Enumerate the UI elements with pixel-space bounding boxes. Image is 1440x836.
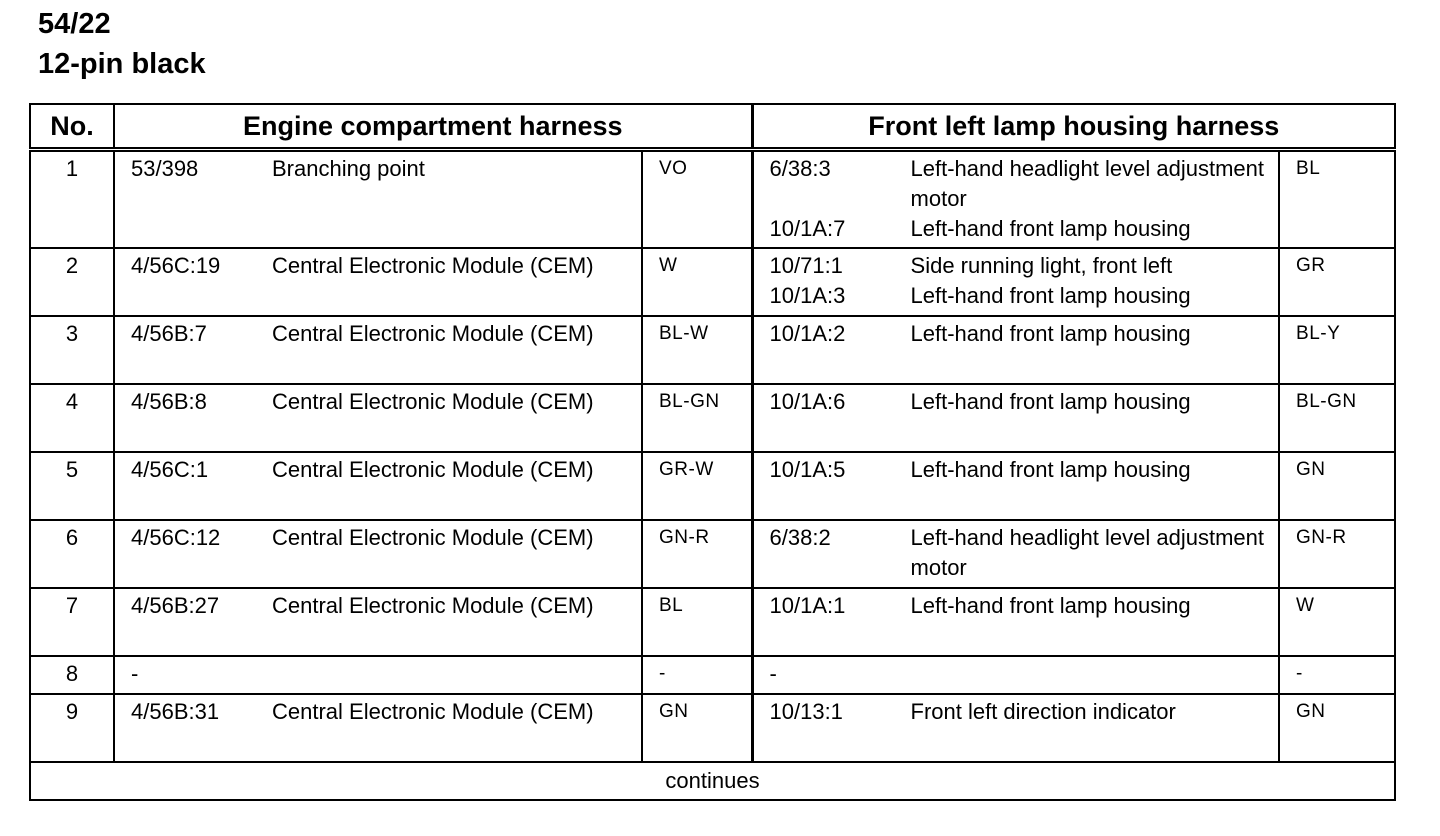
- table-row: [30, 316, 1395, 384]
- front-connector-code: 6/38:3: [769, 156, 831, 181]
- engine-harness-cell: [114, 150, 642, 249]
- front-wire-color: -: [1279, 656, 1395, 694]
- front-wire-color: GN: [1279, 694, 1395, 762]
- front-wire-color: BL-GN: [1279, 384, 1395, 452]
- front-harness-cell: [752, 316, 1279, 384]
- front-component-description: Left-hand front lamp housing: [910, 321, 1191, 346]
- front-component-description: Front left direction indicator: [910, 699, 1176, 724]
- engine-harness-cell: [114, 520, 642, 588]
- header-no: No.: [30, 104, 114, 150]
- table-row: [30, 520, 1395, 588]
- front-connector-code: 10/13:1: [769, 699, 843, 724]
- pin-number: 1: [30, 150, 114, 249]
- engine-connector-code: -: [131, 661, 139, 686]
- table-header-row: [30, 104, 1395, 150]
- front-connector-code: 10/1A:6: [769, 389, 846, 414]
- engine-wire-color: GR-W: [642, 452, 752, 520]
- engine-wire-color: BL-W: [642, 316, 752, 384]
- front-component-description: Left-hand headlight level adjustment motor: [910, 525, 1264, 580]
- front-component-description: Left-hand front lamp housing: [910, 216, 1191, 241]
- front-wire-color: GN: [1279, 452, 1395, 520]
- front-connector-code: -: [769, 661, 777, 686]
- table-row: [30, 150, 1395, 249]
- engine-connector-code: 4/56B:27: [131, 593, 220, 618]
- header-engine-harness: Engine compartment harness: [114, 104, 752, 150]
- engine-wire-color: BL: [642, 588, 752, 656]
- front-component-description: Left-hand front lamp housing: [910, 457, 1191, 482]
- front-connector-code: 6/38:2: [769, 525, 831, 550]
- engine-component-description: Central Electronic Module (CEM): [272, 321, 594, 346]
- front-harness-cell: [752, 656, 1279, 694]
- front-connector-code: 10/71:1: [769, 253, 843, 278]
- engine-harness-cell: [114, 656, 642, 694]
- table-row: [30, 694, 1395, 762]
- front-component-description: Left-hand front lamp housing: [910, 389, 1191, 414]
- engine-wire-color: VO: [642, 150, 752, 249]
- pin-number: 6: [30, 520, 114, 588]
- engine-component-description: Central Electronic Module (CEM): [272, 389, 594, 414]
- continues-label: continues: [30, 762, 1395, 800]
- front-wire-color: BL: [1279, 150, 1395, 249]
- front-connector-code: 10/1A:7: [769, 216, 846, 241]
- table-row: [30, 384, 1395, 452]
- engine-component-description: Branching point: [272, 156, 425, 181]
- engine-wire-color: GN-R: [642, 520, 752, 588]
- pin-number: 2: [30, 248, 114, 316]
- engine-harness-cell: [114, 694, 642, 762]
- pin-number: 9: [30, 694, 114, 762]
- engine-harness-cell: [114, 316, 642, 384]
- table-row: [30, 588, 1395, 656]
- front-component-description: Left-hand front lamp housing: [910, 593, 1191, 618]
- engine-component-description: Central Electronic Module (CEM): [272, 525, 594, 550]
- front-harness-cell: [752, 248, 1279, 316]
- engine-connector-code: 53/398: [131, 156, 199, 181]
- connector-id: 54/22: [38, 8, 111, 40]
- engine-harness-cell: [114, 452, 642, 520]
- pin-number: 5: [30, 452, 114, 520]
- front-connector-code: 10/1A:3: [769, 283, 846, 308]
- front-wire-color: GN-R: [1279, 520, 1395, 588]
- engine-connector-code: 4/56B:8: [131, 389, 207, 414]
- pin-number: 7: [30, 588, 114, 656]
- engine-wire-color: GN: [642, 694, 752, 762]
- front-connector-code: 10/1A:2: [769, 321, 846, 346]
- engine-connector-code: 4/56B:7: [131, 321, 207, 346]
- front-wire-color: GR: [1279, 248, 1395, 316]
- front-component-description: Left-hand headlight level adjustment motor: [910, 156, 1264, 211]
- engine-connector-code: 4/56C:12: [131, 525, 221, 550]
- front-harness-cell: [752, 150, 1279, 249]
- pin-number: 8: [30, 656, 114, 694]
- table-row: [30, 248, 1395, 316]
- front-component-description: [911, 659, 1279, 689]
- pin-table: [29, 103, 1396, 801]
- front-harness-cell: [752, 384, 1279, 452]
- front-connector-code: 10/1A:5: [769, 457, 846, 482]
- front-harness-cell: [752, 452, 1279, 520]
- engine-wire-color: BL-GN: [642, 384, 752, 452]
- front-harness-cell: [752, 694, 1279, 762]
- engine-component-description: Central Electronic Module (CEM): [272, 253, 594, 278]
- pin-number: 3: [30, 316, 114, 384]
- connector-description: 12-pin black: [38, 48, 206, 80]
- engine-component-description: [272, 659, 641, 689]
- table-row: [30, 656, 1395, 694]
- engine-component-description: Central Electronic Module (CEM): [272, 699, 594, 724]
- front-wire-color: W: [1279, 588, 1395, 656]
- front-wire-color: BL-Y: [1279, 316, 1395, 384]
- engine-harness-cell: [114, 588, 642, 656]
- table-row: [30, 452, 1395, 520]
- pin-number: 4: [30, 384, 114, 452]
- engine-connector-code: 4/56C:1: [131, 457, 209, 482]
- table-footer-row: [30, 762, 1395, 800]
- front-component-description: Left-hand front lamp housing: [910, 283, 1191, 308]
- front-connector-code: 10/1A:1: [769, 593, 846, 618]
- engine-component-description: Central Electronic Module (CEM): [272, 457, 594, 482]
- engine-connector-code: 4/56B:31: [131, 699, 220, 724]
- engine-connector-code: 4/56C:19: [131, 253, 221, 278]
- front-harness-cell: [752, 588, 1279, 656]
- engine-harness-cell: [114, 384, 642, 452]
- header-front-harness: Front left lamp housing harness: [752, 104, 1395, 150]
- engine-wire-color: -: [642, 656, 752, 694]
- front-component-description: Side running light, front left: [910, 253, 1173, 278]
- engine-wire-color: W: [642, 248, 752, 316]
- front-harness-cell: [752, 520, 1279, 588]
- engine-harness-cell: [114, 248, 642, 316]
- engine-component-description: Central Electronic Module (CEM): [272, 593, 594, 618]
